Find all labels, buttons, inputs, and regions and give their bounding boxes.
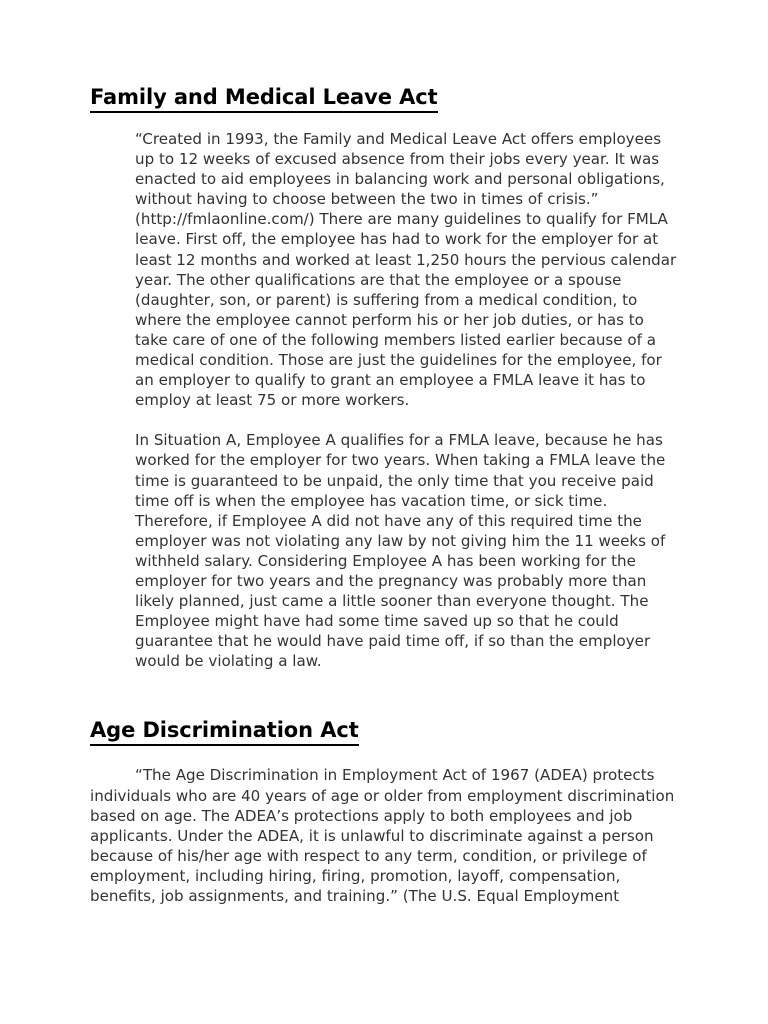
page-title-age-discrimination-act: Age Discrimination Act <box>90 717 359 746</box>
paragraph-fmla-overview: “Created in 1993, the Family and Medical Leave Act offers employees up to 12 weeks of excused absence from their jobs every year. It was enacted to aid employees in balancing work and personal obligations, without having to choose between the two in times of crisis.” (http://fmlaonline.com/) There are many guidelines to qualify for FMLA leave. First off, the employee has had to work for the employer for at least 12 months and worked at least 1,250 hours the pervious calendar year. The other qualifications are that the employee or a spouse (daughter, son, or parent) is suffering from a medical condition, to where the employee cannot perform his or her job duties, or has to take care of one of the following members listed earlier because of a medical condition. Those are just the guidelines for the employee, for an employer to qualify to grant an employee a FMLA leave it has to employ at least 75 or more workers. <box>135 130 677 410</box>
page-title-family-and-medical-leave-act: Family and Medical Leave Act <box>90 84 438 113</box>
spacer-after-heading-fmla <box>0 113 768 129</box>
section-heading-row-adea <box>0 717 768 746</box>
spacer-between-paragraphs-fmla <box>0 410 768 430</box>
paragraph-fmla-situation-a: In Situation A, Employee A qualifies for a FMLA leave, because he has worked for the employer for two years. When taking a FMLA leave the time is guaranteed to be unpaid, the only time that you receive paid time off is when the employee has vacation time, or sick time. Therefore, if Employee A did not have any of this required time the employer was not violating any law by not giving him the 11 weeks of withheld salary. Considering Employee A has been working for the employer for two years and the pregnancy was probably more than likely planned, just came a little sooner than everyone thought. The Employee might have had some time saved up so that he could guarantee that he would have paid time off, if so than the employer would be violating a law. <box>135 431 666 671</box>
paragraph-adea-overview: “The Age Discrimination in Employment Act of 1967 (ADEA) protects individuals who are 40 years of age or older from employment discrimination based on age. The ADEA’s protections apply to both employees and job applicants. Under the ADEA, it is unlawful to discriminate against a person because of his/her age with respect to any term, condition, or privilege of employment, including hiring, firing, promotion, layoff, compensation, benefits, job assignments, and training.” (The U.S. Equal Employment <box>90 766 675 905</box>
spacer-between-sections <box>0 671 768 717</box>
spacer-after-heading-adea <box>0 746 768 765</box>
top-margin-spacer <box>0 0 768 84</box>
section-heading-row-fmla <box>0 84 768 113</box>
